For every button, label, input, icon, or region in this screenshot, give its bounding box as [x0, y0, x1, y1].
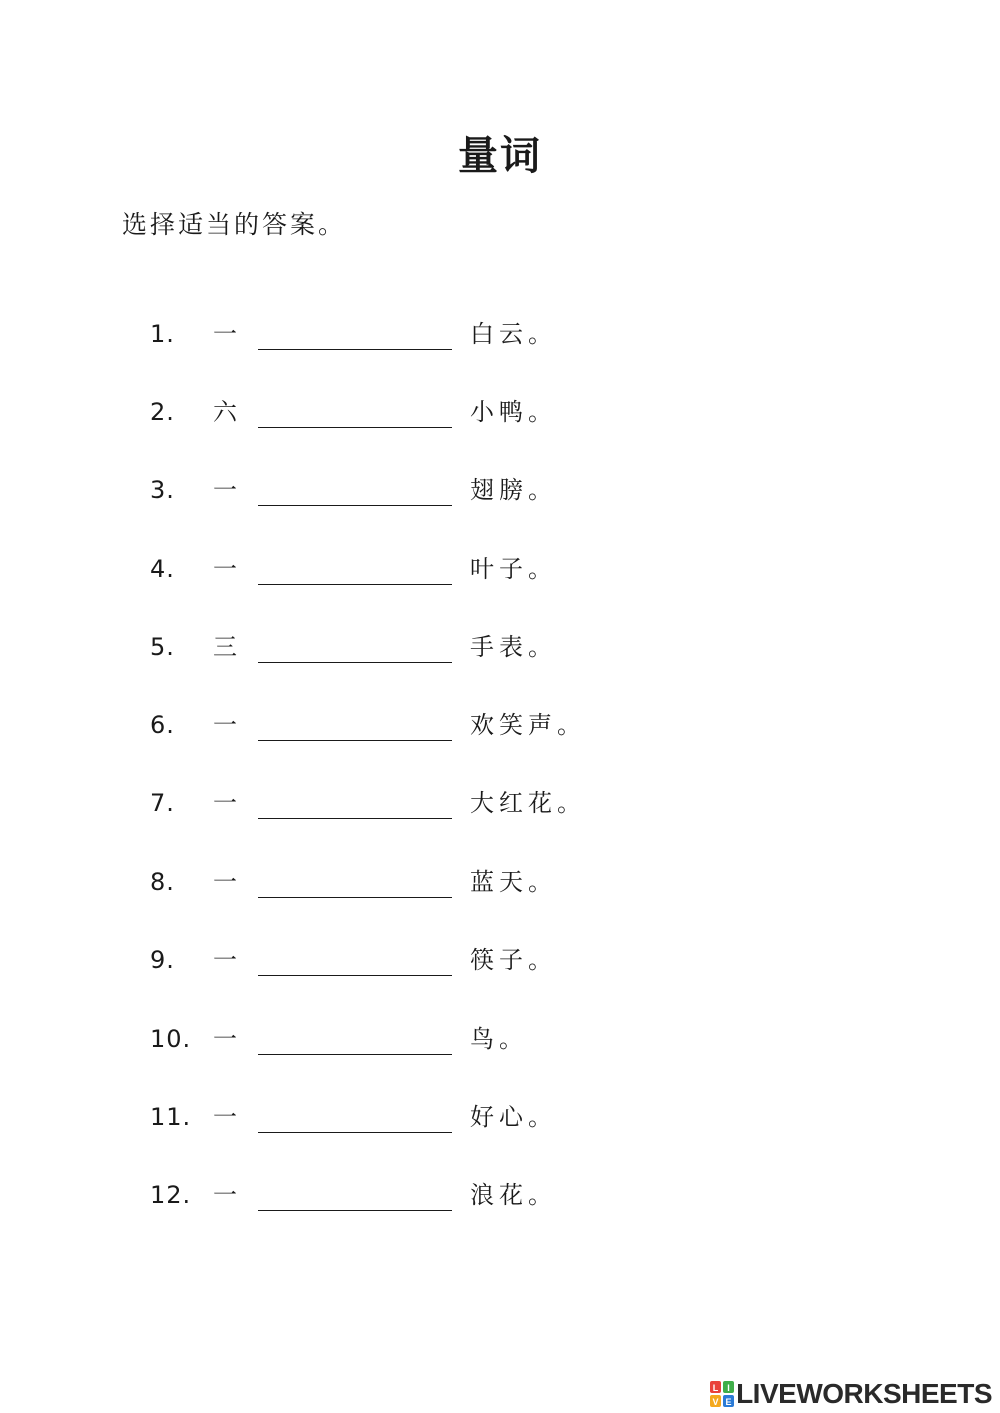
liveworksheets-logo-icon	[710, 1381, 734, 1407]
question-item	[150, 705, 670, 745]
question-count-word: 一	[213, 320, 237, 348]
question-count-word: 一	[213, 1025, 237, 1053]
question-count-word: 三	[213, 633, 237, 661]
instruction-text: 选择适当的答案。	[122, 210, 347, 239]
question-count-word: 一	[213, 868, 237, 896]
question-noun: 白云。	[470, 320, 557, 348]
question-noun: 手表。	[470, 633, 557, 661]
question-number: 9.	[150, 946, 175, 974]
question-number: 3.	[150, 476, 175, 504]
question-count-word: 一	[213, 1103, 237, 1131]
question-number: 7.	[150, 789, 175, 817]
logo-letter-i: I	[727, 1383, 730, 1393]
question-item	[150, 392, 670, 432]
question-noun: 蓝天。	[470, 868, 557, 896]
question-noun: 筷子。	[470, 946, 557, 974]
question-item	[150, 862, 670, 902]
question-item	[150, 627, 670, 667]
question-noun: 叶子。	[470, 555, 557, 583]
answer-blank[interactable]	[258, 818, 452, 819]
question-count-word: 一	[213, 946, 237, 974]
logo-letter-e: E	[725, 1397, 732, 1407]
question-count-word: 一	[213, 555, 237, 583]
question-item	[150, 1175, 670, 1215]
brand-name: LIVEWORKSHEETS	[736, 1378, 992, 1409]
answer-blank[interactable]	[258, 1132, 452, 1133]
question-number: 1.	[150, 320, 175, 348]
question-number: 10.	[150, 1025, 192, 1053]
question-count-word: 六	[213, 398, 237, 426]
question-number: 5.	[150, 633, 175, 661]
question-count-word: 一	[213, 1181, 237, 1209]
logo-letter-l: L	[712, 1383, 719, 1393]
question-noun: 小鸭。	[470, 398, 557, 426]
question-number: 8.	[150, 868, 175, 896]
answer-blank[interactable]	[258, 349, 452, 350]
question-item	[150, 783, 670, 823]
answer-blank[interactable]	[258, 505, 452, 506]
question-count-word: 一	[213, 711, 237, 739]
question-number: 2.	[150, 398, 175, 426]
question-noun: 欢笑声。	[470, 711, 586, 739]
answer-blank[interactable]	[258, 897, 452, 898]
answer-blank[interactable]	[258, 975, 452, 976]
question-item	[150, 470, 670, 510]
question-item	[150, 940, 670, 980]
question-item	[150, 1097, 670, 1137]
question-number: 6.	[150, 711, 175, 739]
question-noun: 大红花。	[470, 789, 586, 817]
worksheet-title: 量词	[458, 132, 542, 179]
question-item	[150, 1019, 670, 1059]
answer-blank[interactable]	[258, 584, 452, 585]
question-noun: 翅膀。	[470, 476, 557, 504]
answer-blank[interactable]	[258, 740, 452, 741]
question-count-word: 一	[213, 789, 237, 817]
question-item	[150, 314, 670, 354]
question-count-word: 一	[213, 476, 237, 504]
liveworksheets-branding	[710, 1377, 992, 1411]
question-number: 12.	[150, 1181, 192, 1209]
question-noun: 浪花。	[470, 1181, 557, 1209]
answer-blank[interactable]	[258, 1210, 452, 1211]
answer-blank[interactable]	[258, 427, 452, 428]
logo-letter-v: V	[712, 1397, 719, 1407]
question-number: 11.	[150, 1103, 192, 1131]
question-noun: 鸟。	[470, 1025, 528, 1053]
question-noun: 好心。	[470, 1103, 557, 1131]
answer-blank[interactable]	[258, 662, 452, 663]
question-item	[150, 549, 670, 589]
answer-blank[interactable]	[258, 1054, 452, 1055]
question-number: 4.	[150, 555, 175, 583]
